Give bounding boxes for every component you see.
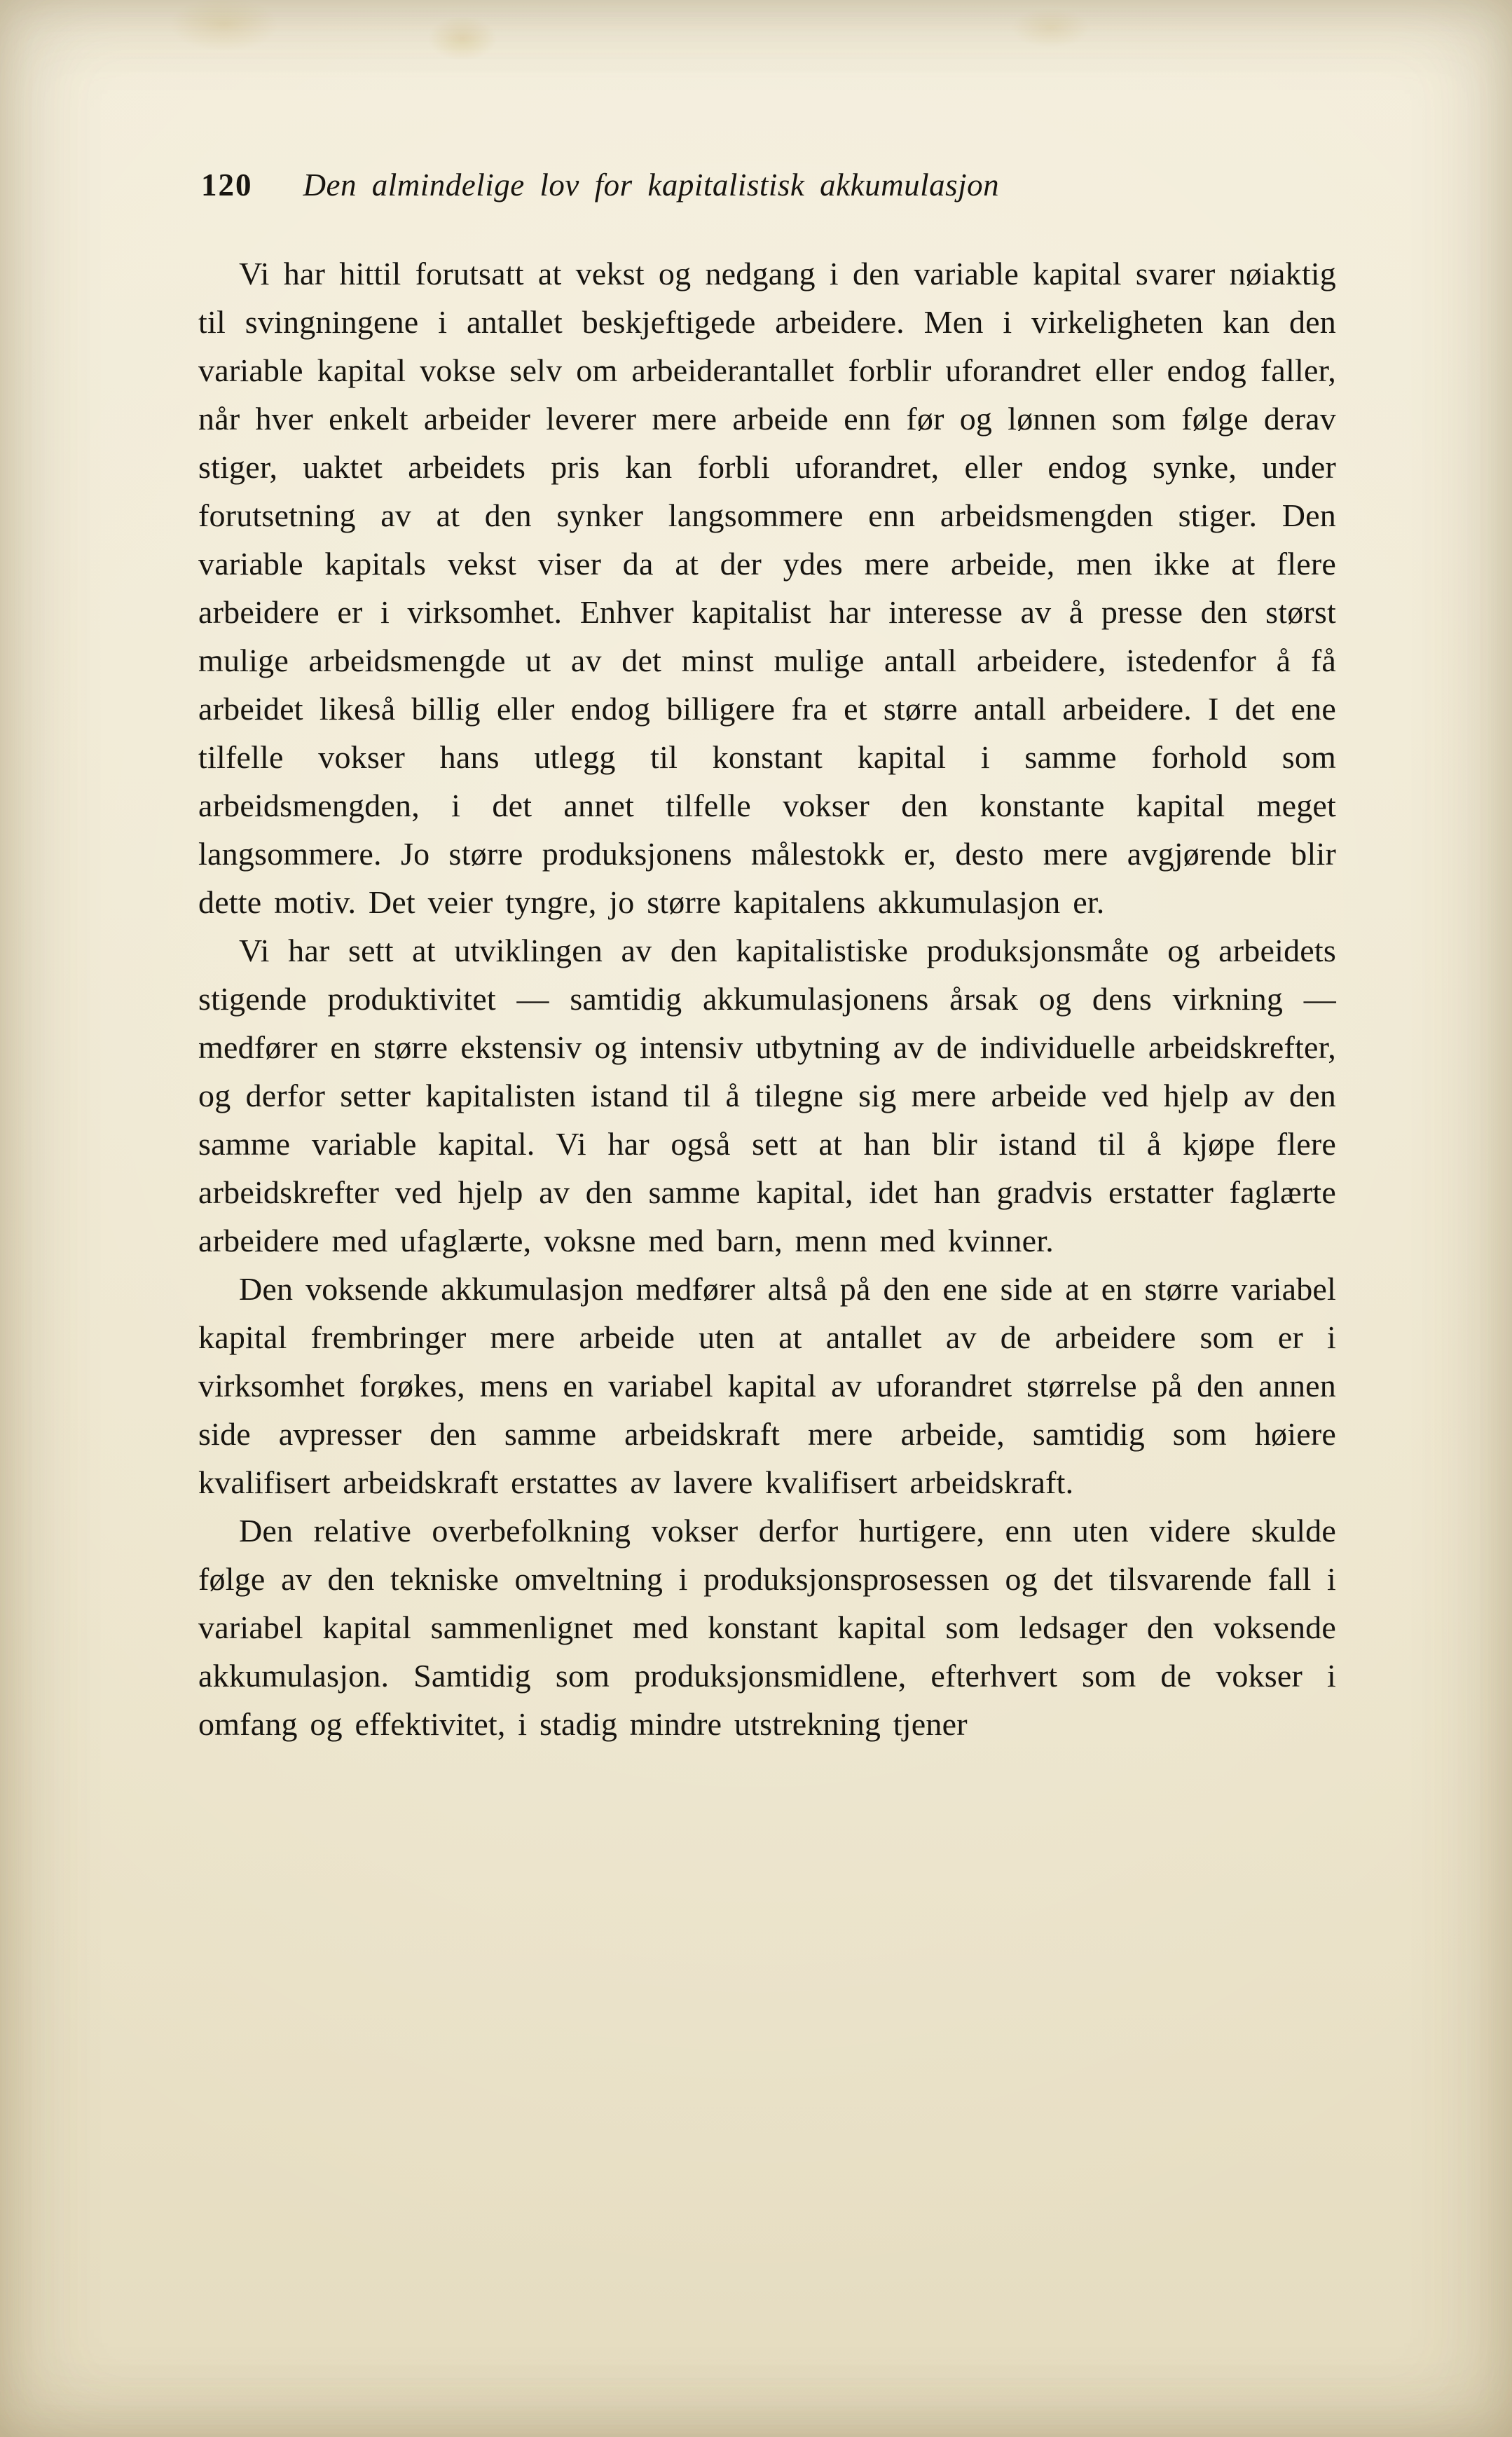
paragraph-3: Den voksende akkumulasjon medfører altså på den ene side at en større variabel kapital frembringer mere arbeide uten at antallet av de arbeidere som er i virksomhet forøkes, mens en variabel kapital av uforandret størrelse på den annen side avpresser den samme arbeidskraft mere arbeide, samtidig som høiere kvalifisert arbeidskraft erstattes av lavere kvalifisert arbeidskraft. [198,1271,1336,1500]
body-text [198,249,1336,1748]
running-title: Den almindelige lov for kapitalistisk akkumulasjon [303,167,1000,202]
page-header [198,167,1336,203]
paragraph-2: Vi har sett at utviklingen av den kapitalistiske produksjonsmåte og arbeidets stigende produktivitet — samtidig akkumulasjonens årsak og dens virkning — medfører en større ekstensiv og intensiv utbytning av de individuelle arbeidskrefter, og derfor setter kapitalisten istand til å tilegne sig mere arbeide ved hjelp av den samme variable kapital. Vi har også sett at han blir istand til å kjøpe flere arbeidskrefter ved hjelp av den samme kapital, idet han gradvis erstatter faglærte arbeidere med ufaglærte, voksne med barn, menn med kvinner. [198,933,1336,1258]
paragraph-1: Vi har hittil forutsatt at vekst og nedgang i den variable kapital svarer nøiaktig til svingningene i antallet beskjeftigede arbeidere. Men i virkeligheten kan den variable kapital vokse selv om arbeiderantallet forblir uforandret eller endog faller, når hver enkelt arbeider leverer mere arbeide enn før og lønnen som følge derav stiger, uaktet arbeidets pris kan forbli uforandret, eller endog synke, under forutsetning av at den synker langsommere enn arbeidsmengden stiger. Den variable kapitals vekst viser da at der ydes mere arbeide, men ikke at flere arbeidere er i virksomhet. Enhver kapitalist har interesse av å presse den størst mulige arbeidsmengde ut av det minst mulige antall arbeidere, istedenfor å få arbeidet likeså billig eller endog billigere fra et større antall arbeidere. I det ene tilfelle vokser hans utlegg til konstant kapital i samme forhold som arbeidsmengden, i det annet tilfelle vokser den konstante kapital meget langsommere. Jo større produksjonens målestokk er, desto mere avgjørende blir dette motiv. Det veier tyngre, jo større kapitalens akkumulasjon er. [198,256,1336,920]
paragraph-4: Den relative overbefolkning vokser derfor hurtigere, enn uten videre skulde følge av den tekniske omveltning i produksjonsprosessen og det tilsvarende fall i variabel kapital sammenlignet med konstant kapital som ledsager den voksende akkumulasjon. Samtidig som produksjonsmidlene, efterhvert som de vokser i omfang og effektivitet, i stadig mindre utstrekning tjener [198,1513,1336,1742]
page-content [198,167,1336,1748]
page-number: 120 [201,167,253,202]
